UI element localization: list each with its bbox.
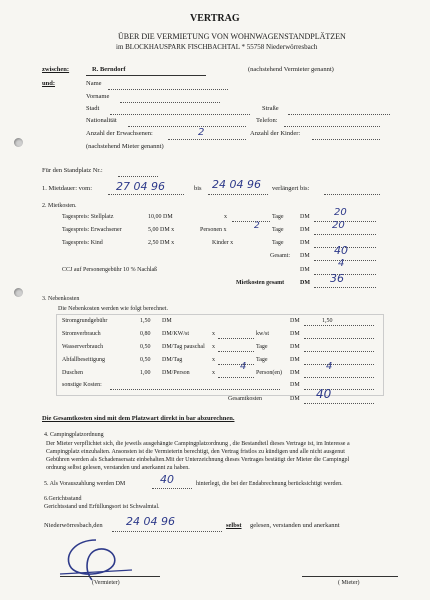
nebenkosten-row-unit: DM/Tag — [162, 357, 183, 363]
mietkosten-total-value: 36 — [330, 272, 344, 285]
vermieter-signature-line[interactable] — [60, 576, 160, 577]
mietkosten-row-dm: DM — [300, 227, 310, 233]
strasse-line[interactable] — [288, 114, 390, 115]
signing-place: Niederwörresbach,den — [44, 522, 103, 529]
mietkosten-row-value-line[interactable] — [314, 221, 376, 222]
nebenkosten-row-qty-line[interactable] — [218, 338, 254, 339]
nationalitaet-line[interactable] — [128, 126, 246, 127]
vorname-line[interactable] — [120, 102, 220, 103]
nebenkosten-row-label: Wasserverbrauch — [62, 344, 104, 350]
nebenkosten-row-x: x — [212, 370, 215, 376]
nebenkosten-row-value-line[interactable] — [304, 338, 374, 339]
standplatz-label: Für den Standplatz Nr.: — [42, 167, 103, 174]
mietkosten-row-price: 10,00 DM — [148, 214, 173, 220]
nebenkosten-row-qtyunit: kw/st — [256, 331, 270, 337]
nebenkosten-row-price: 0,80 — [140, 331, 151, 337]
erwachsene-line[interactable] — [168, 139, 246, 140]
erwachsene-value: 2 — [198, 127, 205, 138]
mietkosten-row-dm: DM — [300, 214, 310, 220]
mietkosten-row-label: Tagespreis: Kind — [62, 240, 103, 246]
nebenkosten-row-unit: DM/KW/st — [162, 331, 189, 337]
nebenkosten-row-dm: DM — [290, 382, 300, 388]
mietkosten-row-unit: Tage — [272, 214, 284, 220]
mietkosten-row-price: 5,00 DM x — [148, 227, 175, 233]
mietdauer-to-value: 24 04 96 — [212, 178, 261, 191]
nebenkosten-row-dm: DM — [290, 331, 300, 337]
punch-hole-top — [14, 138, 23, 147]
nebenkosten-row-dm: DM — [290, 344, 300, 350]
gerichtsstand-text: Gerichtsstand und Erfüllungsort ist Schwalmtal. — [44, 504, 160, 510]
mietkosten-header: 2. Mietkosten. — [42, 203, 77, 209]
payment-notice: Die Gesamtkosten sind mit dem Platzwart direkt in bar abzurechnen. — [42, 415, 235, 422]
telefon-line[interactable] — [284, 126, 380, 127]
vorauszahlung-suffix: hinterlegt, die bei der Endabrechnung berücksichtigt werden. — [196, 481, 343, 487]
mietkosten-row-price: 2,50 DM x — [148, 240, 175, 246]
nebenkosten-row-unit: DM — [162, 318, 172, 324]
camping-line: Gebühren werden als Schadensersatz einbehalten.Mit der Unterzeichnung dieses Vertrages bestätigt der Mieter die Campingpl — [46, 457, 350, 463]
nebenkosten-row-value-line[interactable] — [304, 377, 374, 378]
kinder-label: Anzahl der Kinder: — [250, 130, 301, 137]
nebenkosten-row-label: Stromgrundgebühr — [62, 318, 108, 324]
ccj-value: 4 — [338, 258, 345, 269]
mietkosten-row-value: 20 — [334, 207, 347, 218]
mietkosten-gesamt-line[interactable] — [314, 260, 376, 261]
nebenkosten-row-dm: DM — [290, 370, 300, 376]
nebenkosten-row-qty-line[interactable] — [218, 364, 254, 365]
contract-address: im BLOCKHAUSPARK FISCHBACHTAL * 55758 Niederwörresbach — [116, 43, 318, 51]
gesamtkosten-label: Gesamtkosten — [228, 396, 262, 402]
mietdauer-extend-label: verlängert bis: — [272, 185, 310, 192]
mietkosten-row-label: Tagespreis: Stellplatz — [62, 214, 114, 220]
zwischen-label: zwischen: — [42, 66, 70, 73]
nebenkosten-row-value: 1,50 — [322, 318, 333, 324]
telefon-label: Telefon: — [256, 117, 278, 124]
landlord-note: (nachstehend Vermieter genannt) — [248, 66, 334, 73]
selbst-label: selbst — [226, 522, 242, 529]
mieter-note: (nachstehend Mieter genannt) — [86, 143, 164, 150]
vermieter-label: (Vermieter) — [92, 580, 120, 586]
duschen-qty-value: 4 — [240, 361, 247, 372]
landlord-signature — [56, 536, 136, 586]
camping-line: Der Mieter verpflichtet sich, die jeweils ausgehängte Campingplatzordnung , die Bestandteil dieses Vertrage ist, im Interesse a — [46, 441, 350, 447]
mietkosten-gesamt-dm: DM — [300, 253, 310, 259]
landlord-name: R. Berndorf — [92, 66, 126, 73]
punch-hole-bottom — [14, 288, 23, 297]
mietkosten-row-mult: x — [224, 214, 227, 220]
contract-title: VERTRAG — [190, 13, 240, 24]
nebenkosten-row-price: 0,50 — [140, 344, 151, 350]
nebenkosten-row-value: 4 — [326, 361, 333, 372]
mieter-label: ( Mieter) — [338, 580, 360, 586]
kinder-line[interactable] — [312, 139, 380, 140]
mietdauer-bis-label: bis — [194, 185, 202, 192]
mietkosten-row-dm: DM — [300, 240, 310, 246]
nebenkosten-row-value-line[interactable] — [304, 351, 374, 352]
gesamtkosten-value: 40 — [316, 387, 332, 401]
mietkosten-row-mult: Kinder x — [212, 240, 234, 246]
mieter-signature-line[interactable] — [302, 576, 398, 577]
und-label: und: — [42, 80, 56, 87]
signing-date-line[interactable] — [112, 531, 222, 532]
nebenkosten-row-qty-line[interactable] — [218, 377, 254, 378]
mietdauer-extend-line[interactable] — [324, 194, 380, 195]
vorname-label: Vorname — [86, 93, 110, 100]
mietkosten-row-label: Tagespreis: Erwachsener — [62, 227, 122, 233]
mietkosten-row-mult: Personen x — [200, 227, 227, 233]
nebenkosten-row-value-line[interactable] — [304, 325, 374, 326]
nebenkosten-intro: Die Nebenkosten werden wie folgt berechnet. — [58, 306, 168, 312]
nebenkosten-row-x: x — [212, 331, 215, 337]
mietdauer-to-line[interactable] — [208, 194, 268, 195]
nebenkosten-row-value-line[interactable] — [304, 364, 374, 365]
mietkosten-row-qty: 2 — [254, 221, 260, 231]
gesamtkosten-line[interactable] — [304, 403, 374, 404]
nebenkosten-header: 3. Nebenkosten — [42, 296, 80, 302]
nebenkosten-row-x: x — [212, 357, 215, 363]
vorauszahlung-prefix: 5. Als Vorauszahlung werden DM — [44, 481, 126, 487]
camping-header: 4. Campingplatzordnung — [44, 432, 104, 438]
mietdauer-label: 1. Mietdauer: vom: — [42, 185, 93, 192]
contract-subtitle: ÜBER DIE VERMIETUNG VON WOHNWAGENSTANDPLÄTZEN — [118, 32, 346, 41]
vorauszahlung-line[interactable] — [152, 488, 192, 489]
ccj-label: CCJ auf Personengebühr 10 % Nachlaß — [62, 267, 158, 273]
nebenkosten-row-qtyunit: Tage — [256, 357, 268, 363]
sonstige-line[interactable] — [110, 389, 280, 390]
nebenkosten-row-price: 0,50 — [140, 357, 151, 363]
signing-date: 24 04 96 — [126, 515, 175, 528]
nebenkosten-row-label: Duschen — [62, 370, 83, 376]
mietkosten-total-line[interactable] — [314, 287, 376, 288]
nebenkosten-row-qty-line[interactable] — [218, 351, 254, 352]
name-label: Name — [86, 80, 102, 87]
nebenkosten-row-dm: DM — [290, 318, 300, 324]
nebenkosten-row-value-line[interactable] — [304, 389, 374, 390]
mietkosten-total-label: Mietkosten gesamt — [236, 280, 285, 286]
mietdauer-from-line[interactable] — [108, 194, 184, 195]
nebenkosten-row-x: x — [212, 344, 215, 350]
nebenkosten-row-unit: DM/Tag pauschal — [162, 344, 205, 350]
nebenkosten-row-qtyunit: Person(en) — [256, 370, 282, 376]
nebenkosten-row-label: Abfallbeseitigung — [62, 357, 105, 363]
nebenkosten-row-price: 1,50 — [140, 318, 151, 324]
nebenkosten-table — [56, 314, 384, 396]
selbst-suffix: gelesen, verstanden und anerkannt — [250, 522, 340, 529]
mietkosten-row-unit: Tage — [272, 227, 284, 233]
ccj-line[interactable] — [314, 274, 376, 275]
ccj-dm: DM — [300, 267, 310, 273]
mietdauer-from-value: 27 04 96 — [116, 180, 165, 193]
mietkosten-total-dm: DM — [300, 280, 310, 286]
erwachsene-label: Anzahl der Erwachsenen: — [86, 130, 153, 137]
landlord-line — [86, 75, 206, 76]
nebenkosten-row-label: Stromverbrauch — [62, 331, 101, 337]
gerichtsstand-header: 6.Gerichtsstand — [44, 496, 82, 502]
standplatz-line[interactable] — [118, 176, 158, 177]
vorauszahlung-value: 40 — [160, 473, 174, 486]
mietkosten-row-value-line[interactable] — [314, 234, 376, 235]
nebenkosten-row-unit: DM/Person — [162, 370, 190, 376]
stadt-label: Stadt — [86, 105, 100, 112]
camping-line: ordnung selbst gelesen, verstanden und anerkannt zu haben. — [46, 465, 190, 471]
strasse-label: Straße — [262, 105, 279, 112]
mietkosten-gesamt-value: 40 — [334, 244, 348, 257]
nebenkosten-row-price: 1,00 — [140, 370, 151, 376]
mietkosten-gesamt-label: Gesamt: — [270, 253, 290, 259]
mietkosten-row-unit: Tage — [272, 240, 284, 246]
nebenkosten-row-label: sonstige Kosten: — [62, 382, 102, 388]
camping-line: Campingplatz einzuhalten. Ansonsten ist die Vermieterin berechtigt, den Vertrag fristlos zu kündigen und alle nicht ausgenut — [46, 449, 345, 455]
mietkosten-row-value: 20 — [332, 220, 345, 231]
nationalitaet-label: Nationalität — [86, 117, 117, 124]
nebenkosten-row-qtyunit: Tage — [256, 344, 268, 350]
mietkosten-row-qty-line[interactable] — [232, 221, 270, 222]
nebenkosten-row-dm: DM — [290, 357, 300, 363]
gesamtkosten-dm: DM — [290, 396, 300, 402]
stadt-line[interactable] — [110, 114, 250, 115]
name-line[interactable] — [108, 89, 228, 90]
